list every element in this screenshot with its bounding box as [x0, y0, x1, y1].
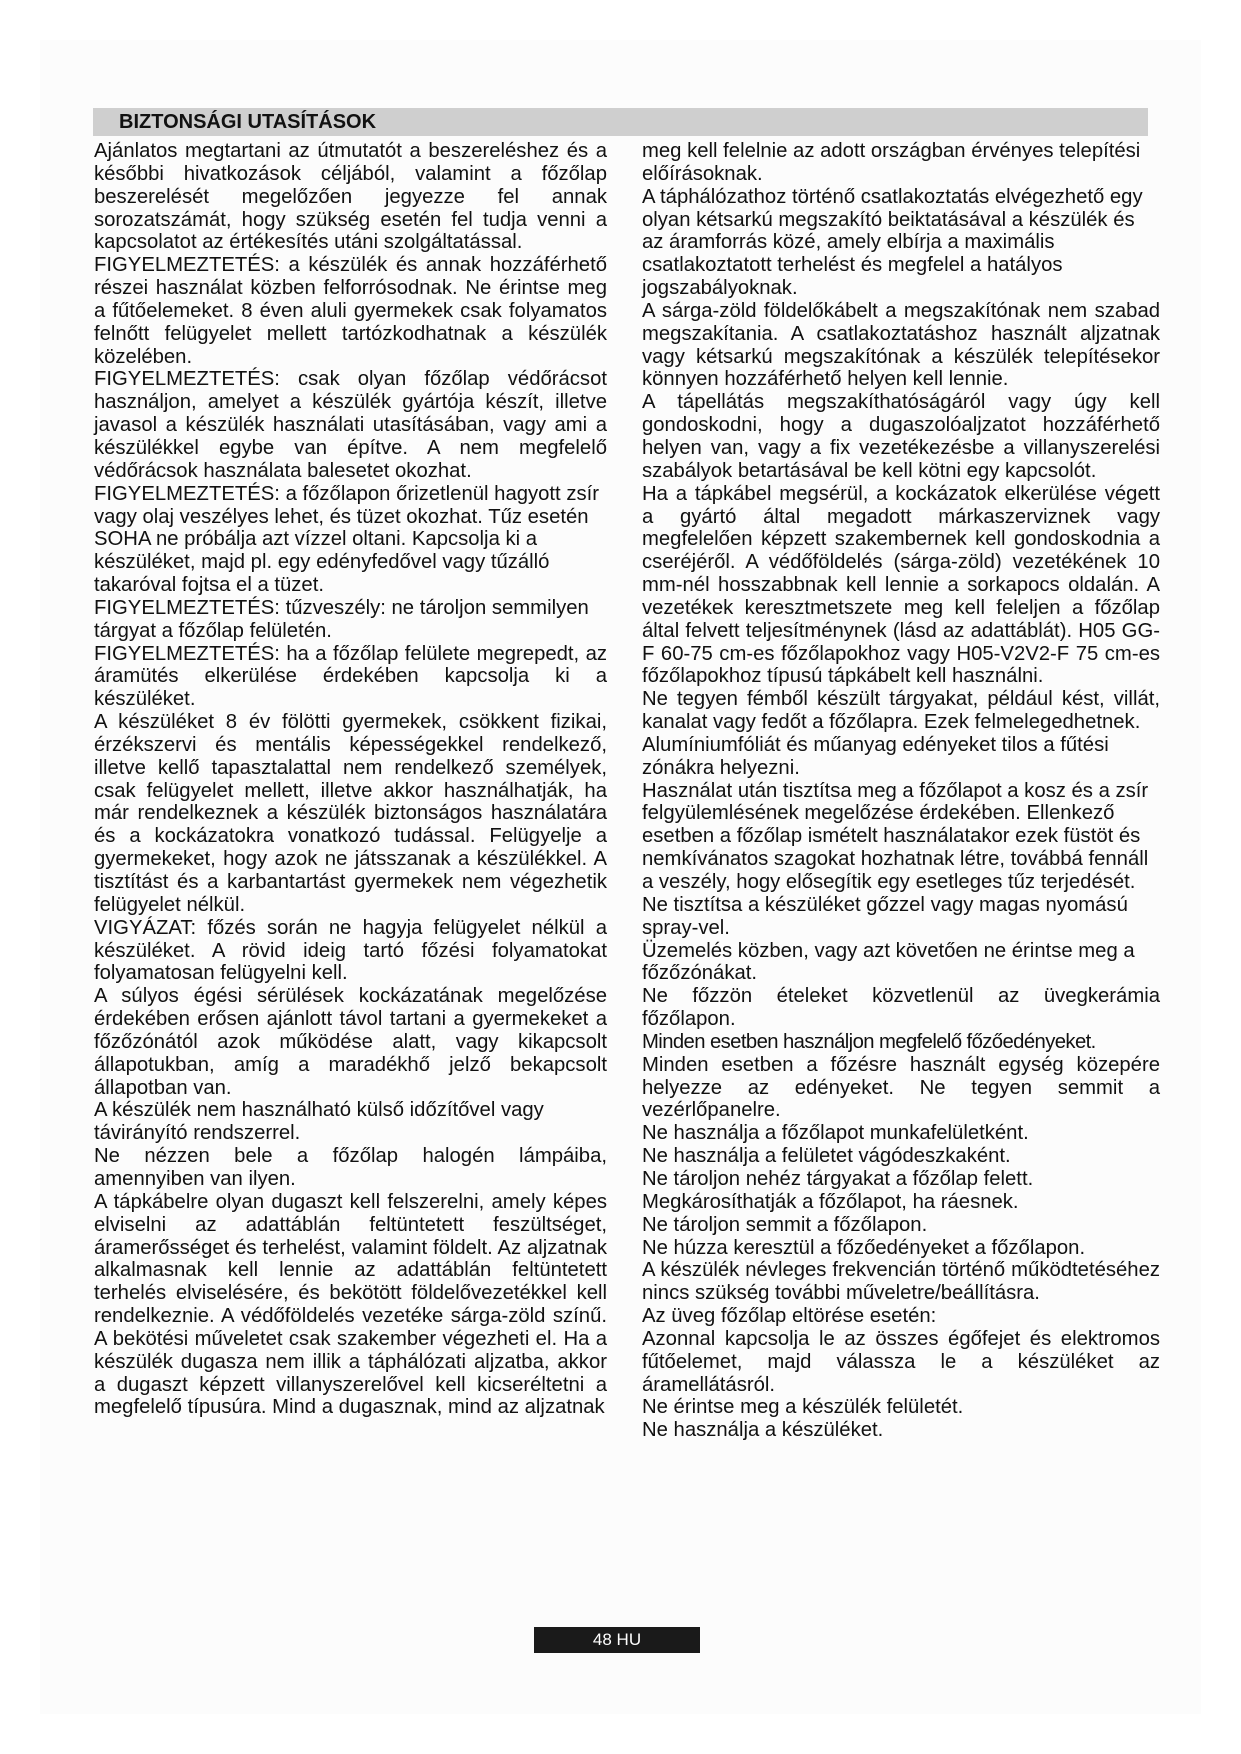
- paragraph-metal-objects: Ne tegyen fémből készült tárgyakat, például kést, villát, kanalat vagy fedőt a főzőlapra. Ezek felmelegedhetnek.: [642, 688, 1160, 734]
- paragraph-not-worktop: Ne használja a főzőlapot munkafelületként.: [642, 1122, 1029, 1145]
- paragraph-no-heavy-items: Ne tároljon nehéz tárgyakat a főzőlap felett. Megkárosíthatják a főzőlapot, ha ráesnek.: [642, 1167, 1034, 1213]
- paragraph-warning-fat-oil: FIGYELMEZTETÉS: a főzőlapon őrizetlenül hagyott zsír vagy olaj veszélyes lehet, és tüzet okozhat. Tűz esetén SOHA ne próbálja azt vízzel oltani. Kapcsolja ki a készüléket, majd pl. egy edényfedővel vagy tűzálló takaróval fojtsa el a tüzet.: [94, 482, 599, 597]
- paragraph-not-cutting-board: Ne használja a felületet vágódeszkaként.: [642, 1145, 1011, 1168]
- paragraph-damaged-cable: Ha a tápkábel megsérül, a kockázatok elkerülése végett a gyártó által megadott márkaszerviznek vagy megfelelően képzett szakembernek kell gondoskodnia a cseréjéről. A védőföldelés (sárga-zöld) vezetékének 10 mm-nél hosszabbnak kell lennie a sorkapocs oldalán. A vezetékek keresztmetszete meg kell feleljen a főzőlap által felvett teljesítménynek (lásd az adattáblát). H05 GG-F 60-75 cm-es főzőlapokhoz vagy H05-V2V2-F 75 cm-es főzőlapokhoz típusú tápkábelt kell használni.: [642, 482, 1160, 688]
- right-text-column: [642, 140, 1160, 1442]
- paragraph-earth-cable: A sárga-zöld földelőkábelt a megszakítónak nem szabad megszakítania. A csatlakoztatáshoz használt aljzatnak vagy kétsarkú megszakítónak a készülék telepítésekor könnyen hozzáférhető helyen kell lennie.: [642, 299, 1160, 391]
- page-number: 48 HU: [592, 1630, 642, 1649]
- paragraph-children-supervision: A készüléket 8 év fölötti gyermekek, csökkent fizikai, érzékszervi és mentális képességekkel rendelkező, illetve kellő tapasztalattal nem rendelkező személyek, csak felügyelet mellett, illetve akkor használhatják, ha már rendelkeznek a készülék biztonságos használatára és a kockázatokra vonatkozó tudással. Felügyelje a gyermekeket, hogy azok ne játsszanak a készülékkel. A tisztítást és a karbantartást gyermekek nem végezhetik felügyelet nélkül.: [94, 711, 607, 916]
- paragraph-switch-off: Azonnal kapcsolja le az összes égőfejet és elektromos fűtőelemet, majd válassza le a készüléket az áramellátásról.: [642, 1327, 1160, 1396]
- paragraph-burn-risk: A súlyos égési sérülések kockázatának megelőzése érdekében erősen ajánlott távol tartani a gyermekeket a főzőzónától azok működése alatt, vagy kikapcsolt állapotukban, amíg a maradékhő jelző bekapcsolt állapotban van.: [94, 985, 607, 1099]
- paragraph-installation-rules: meg kell felelnie az adott országban érvényes telepítési előírásoknak.: [642, 140, 1141, 185]
- left-text-column: [94, 140, 607, 1419]
- paragraph-no-touch-surface: Ne érintse meg a készülék felületét.: [642, 1396, 964, 1419]
- paragraph-foil-plastic: Alumíniumfóliát és műanyag edényeket tilos a fűtési zónákra helyezni.: [642, 733, 1109, 779]
- paragraph-no-dragging: Ne húzza keresztül a főzőedényeket a főzőlapon.: [642, 1236, 1086, 1259]
- paragraph-cleaning: Használat után tisztítsa meg a főzőlapot a kosz és a zsír felgyülemlésének megelőzése érdekében. Ellenkező esetben a főzőlap ismételt használatakor ezek füstöt és nemkívánatos szagokat hozhatnak létre, továbbá fennáll a veszély, hogy elősegítik egy esetleges tűz terjedését.: [642, 779, 1149, 893]
- paragraph-halogen: Ne nézzen bele a főzőlap halogén lámpáiba, amennyiben van ilyen.: [94, 1145, 607, 1190]
- paragraph-warning-cracked: FIGYELMEZTETÉS: ha a főzőlap felülete megrepedt, az áramütés elkerülése érdekében kapcsolja ki a készüléket.: [94, 642, 607, 711]
- paragraph-no-steam: Ne tisztítsa a készüléket gőzzel vagy magas nyomású spray-vel.: [642, 893, 1128, 939]
- paragraph-no-touch-zones: Üzemelés közben, vagy azt követően ne érintse meg a főzőzónákat.: [642, 939, 1135, 985]
- paragraph-store-nothing: Ne tároljon semmit a főzőlapon.: [642, 1213, 928, 1236]
- section-title: BIZTONSÁGI UTASÍTÁSOK: [119, 111, 377, 133]
- paragraph-proper-cookware: Minden esetben használjon megfelelő főzőedényeket.: [642, 1030, 1096, 1053]
- paragraph-do-not-use: Ne használja a készüléket.: [642, 1419, 884, 1442]
- paragraph-center-cookware: Minden esetben a főzésre használt egység közepére helyezze az edényeket. Ne tegyen semmit a vezérlőpanelre.: [642, 1053, 1160, 1122]
- paragraph-glass-breakage: Az üveg főzőlap eltörése esetén:: [642, 1305, 937, 1328]
- paragraph-disconnection: A tápellátás megszakíthatóságáról vagy úgy kell gondoskodni, hogy a dugaszolóaljzatot hozzáférhető helyen van, vagy a fix vezetékezésbe a villanyszerelési szabályok betartásával be kell kötni egy kapcsolót.: [642, 391, 1160, 482]
- paragraph-plug-requirements: A tápkábelre olyan dugaszt kell felszerelni, amely képes elviselni az adattáblán feltüntetett feszültséget, áramerősséget és terhelést, valamint földelt. Az aljzatnak alkalmasnak kell lennie az adattáblán feltüntetett terhelés elviselésére, és bekötött földelővezetékkel kell rendelkeznie. A védőföldelés vezetéke sárga-zöld színű. A bekötési műveletet csak szakember végezheti el. Ha a készülék dugasza nem illik a táphálózati aljzatba, akkor a dugaszt képzett villanyszerelővel kell kicseréltetni a megfelelő típusúra. Mind a dugasznak, mind az aljzatnak: [94, 1190, 607, 1419]
- paragraph-warning-fire-storage: FIGYELMEZTETÉS: tűzveszély: ne tároljon semmilyen tárgyat a főzőlap felületén.: [94, 596, 589, 642]
- page-number-box: [534, 1627, 700, 1653]
- paragraph-warning-guard: FIGYELMEZTETÉS: csak olyan főzőlap védőrácsot használjon, amelyet a készülék gyártója készít, illetve javasol a készülék használati utasításában, vagy ami a készülékkel egybe van építve. A nem megfelelő védőrácsok használata balesetet okozhat.: [94, 368, 607, 482]
- section-header-bar: [93, 108, 1148, 136]
- paragraph-bipolar-switch: A táphálózathoz történő csatlakoztatás elvégezhető egy olyan kétsarkú megszakító beiktatásával a készülék és az áramforrás közé, amely elbírja a maximális csatlakoztatott terhelést és megfelel a hatályos jogszabályoknak.: [642, 185, 1143, 300]
- paragraph-warning-hot-parts: FIGYELMEZTETÉS: a készülék és annak hozzáférhető részei használat közben felforrósodnak. Ne érintse meg a fűtőelemeket. 8 éven aluli gyermekek csak folyamatos felnőtt felügyelet mellett tartózkodhatnak a készülék közelében.: [94, 254, 607, 368]
- paragraph-no-timer: A készülék nem használható külső időzítővel vagy távirányító rendszerrel.: [94, 1099, 544, 1145]
- paragraph-rated-frequency: A készülék névleges frekvencián történő működtetéséhez nincs szükség további műveletre/beállításra.: [642, 1259, 1160, 1305]
- paragraph-intro: Ajánlatos megtartani az útmutatót a beszereléshez és a későbbi hivatkozások céljából, valamint a főzőlap beszerelését megelőzően jegyezze fel annak sorozatszámát, hogy szükség esetén fel tudja venni a kapcsolatot az értékesítés utáni szolgáltatással.: [94, 140, 607, 254]
- paragraph-caution-unattended: VIGYÁZAT: főzés során ne hagyja felügyelet nélkül a készüléket. A rövid ideig tartó főzési folyamatokat folyamatosan felügyelni kell.: [94, 916, 607, 985]
- paragraph-no-direct-cooking: Ne főzzön ételeket közvetlenül az üvegkerámia főzőlapon.: [642, 985, 1160, 1031]
